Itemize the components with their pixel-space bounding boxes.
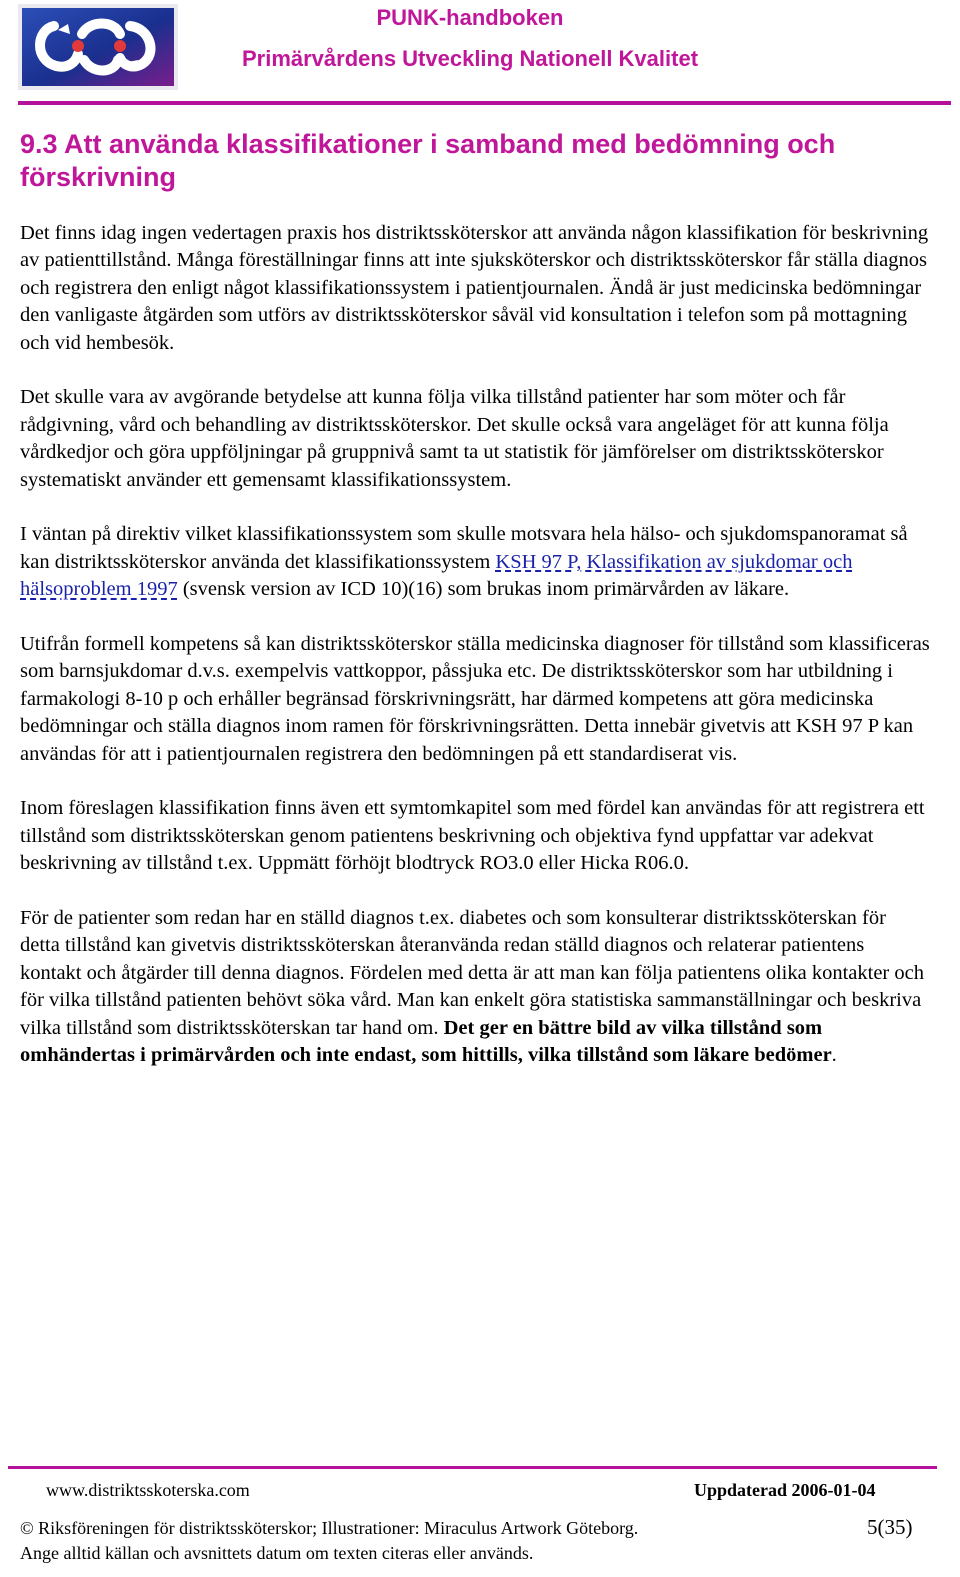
paragraph-1: Det finns idag ingen vedertagen praxis hos distriktssköterskor att använda någon klassifikation för beskrivning av patienttillstånd. Många föreställningar finns att inte sjuksköterskor och distriktssköterskor får ställa diagnos och registrera den enligt något klassifikationssystem i patientjournalen. Ändå är just medicinska bedömningar den vanligaste åtgärden som utförs av distriktssköterskor såväl vid konsultation i telefon som på mottagning och vid hembesök. — [20, 222, 929, 354]
document-body — [20, 220, 930, 1097]
paragraph-3 — [20, 521, 930, 603]
paragraph-6-end: . — [831, 1044, 837, 1067]
section-title: 9.3 Att använda klassifikationer i samband med bedömning och förskrivning — [20, 129, 836, 192]
footer-url: www.distriktsskoterska.com — [46, 1480, 250, 1500]
paragraph-3-text-after: (svensk version av ICD 10)(16) som brukas inom primärvården av läkare. — [177, 578, 790, 601]
handbook-title: PUNK-handboken — [376, 5, 564, 30]
logo — [18, 4, 178, 90]
ksh97p-link[interactable]: KSH 97 P, Klassifikation av sjukdomar och hälsoproblem 1997 — [20, 550, 853, 601]
footer-divider — [8, 1466, 937, 1469]
footer-updated-date: Uppdaterad 2006-01-04 — [694, 1480, 876, 1500]
paragraph-3-text-before: I väntan på direktiv vilket klassifikationssystem som skulle motsvara hela hälso- och sjukdomspanoramat så kan distriktssköterskor använda det klassifikationssystem — [20, 523, 908, 573]
paragraph-6 — [20, 905, 930, 1069]
paragraph-6-emphasis: Det ger en bättre bild av vilka tillstånd som omhändertas i primärvården och inte endast, som hittills, vilka tillstånd som läkare bedömer — [20, 1016, 832, 1067]
paragraph-6-text: För de patienter som redan har en ställd diagnos t.ex. diabetes och som konsulterar distriktssköterskan för detta tillstånd kan givetvis distriktssköterskan återanvända redan ställd diagnos och relaterar patientens kontakt och åtgärder till denna diagnos. Fördelen med detta är att man kan följa patientens olika kontakter och för vilka tillstånd patienten behövt söka vård. Man kan enkelt göra statistiska sammanställningar och beskriva vilka tillstånd som distriktssköterskan tar hand om. — [20, 907, 924, 1039]
logo-graphic — [18, 4, 178, 90]
header-divider — [18, 101, 951, 105]
paragraph-4: Utifrån formell kompetens så kan distriktssköterskor ställa medicinska diagnoser för tillstånd som klassificeras som barnsjukdomar d.v.s. exempelvis vattkoppor, påssjuka etc. De distriktssköterskor som har utbildning i farmakologi 8-10 p och erhåller begränsad förskrivningsrätt, har därmed kompetens att göra medicinska bedömningar och ställa diagnos inom ramen för förskrivningsrätten. Detta innebär givetvis att KSH 97 P kan användas för att i patientjournalen registrera den bedömningen på ett standardiserat vis. — [20, 633, 930, 765]
paragraph-2: Det skulle vara av avgörande betydelse att kunna följa vilka tillstånd patienter har som möter och får rådgivning, vård och behandling av distriktssköterskor. Det skulle också vara angeläget för att kunna följa vårdkedjor och göra uppföljningar på gruppnivå samt ta ut statistik för jämförelser om distriktssköterskor systematiskt använder ett gemensamt klassifikationssystem. — [20, 386, 889, 491]
footer-copyright: © Riksföreningen för distriktssköterskor; Illustrationer: Miraculus Artwork Göteborg. — [20, 1518, 639, 1538]
paragraph-5: Inom föreslagen klassifikation finns även ett symtomkapitel som med fördel kan användas för att registrera ett tillstånd som distriktssköterskan genom patientens beskrivning och objektiva fynd uppfattar var adekvat beskrivning av tillstånd t.ex. Uppmätt förhöjt blodtryck RO3.0 eller Hicka R06.0. — [20, 797, 925, 875]
page-number: 5(35) — [867, 1515, 913, 1539]
handbook-subtitle: Primärvårdens Utveckling Nationell Kvalitet — [241, 46, 699, 71]
footer-citation-note: Ange alltid källan och avsnittets datum om texten citeras eller används. — [20, 1543, 534, 1563]
